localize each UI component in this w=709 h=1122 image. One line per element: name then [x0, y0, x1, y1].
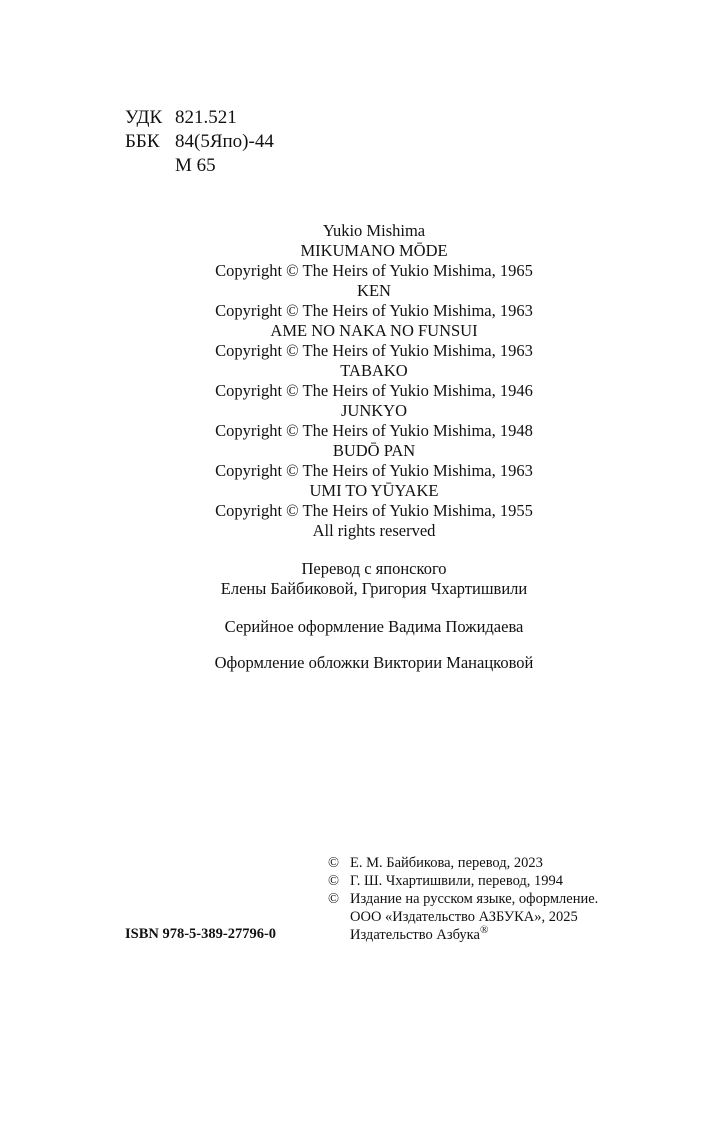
work-title: AME NO NAKA NO FUNSUI [270, 321, 478, 340]
rights-row [328, 872, 598, 890]
work-title: BUDŌ PAN [332, 441, 416, 460]
work-copyright: Copyright © The Heirs of Yukio Mishima, 1963 [215, 461, 533, 480]
work-copyright: Copyright © The Heirs of Yukio Mishima, 1963 [215, 301, 533, 320]
bbk-label: ББК [125, 131, 160, 152]
rights-line: Г. Ш. Чхартишвили, перевод, 1994 [350, 873, 564, 889]
work-copyright: Copyright © The Heirs of Yukio Mishima, 1965 [215, 261, 533, 280]
publisher-line: ООО «Издательство АЗБУКА», 2025 [350, 909, 578, 925]
rights-row [328, 926, 598, 944]
cover-design-credit: Оформление обложки Виктории Манацковой [214, 653, 534, 672]
rights-row [328, 890, 598, 908]
work-title: JUNKYO [341, 401, 407, 420]
all-rights-reserved: All rights reserved [312, 521, 436, 540]
work-copyright: Copyright © The Heirs of Yukio Mishima, 1946 [215, 381, 533, 400]
rights-line: Е. М. Байбикова, перевод, 2023 [350, 855, 543, 871]
work-copyright: Copyright © The Heirs of Yukio Mishima, 1955 [215, 501, 533, 520]
translation-credit: Перевод с японского [301, 559, 447, 578]
work-title: UMI TO YŪYAKE [309, 481, 439, 500]
catalog-codes [125, 106, 274, 178]
isbn: ISBN 978-5-389-27796-0 [125, 926, 277, 942]
bbk-row [125, 130, 274, 154]
author-mark: М 65 [175, 155, 216, 176]
original-author: Yukio Mishima [322, 221, 426, 240]
author-mark-row [125, 154, 274, 178]
work-copyright: Copyright © The Heirs of Yukio Mishima, 1963 [215, 341, 533, 360]
rights-row [328, 854, 598, 872]
work-title: TABAKO [340, 361, 408, 380]
registered-mark: ® [479, 924, 489, 937]
copyright-mark: © [328, 855, 340, 871]
work-copyright: Copyright © The Heirs of Yukio Mishima, 1948 [215, 421, 533, 440]
rights-block [328, 854, 598, 944]
copyright-mark: © [328, 891, 340, 907]
translators: Елены Байбиковой, Григория Чхартишвили [220, 579, 528, 598]
bbk-value: 84(5Япо)-44 [175, 131, 274, 152]
imprint-line [350, 926, 488, 944]
rights-row [328, 908, 598, 926]
udk-row [125, 106, 274, 130]
imprint-name: Издательство Азбука [350, 927, 480, 943]
series-design-credit: Серийное оформление Вадима Пожидаева [224, 617, 524, 636]
rights-line: Издание на русском языке, оформление. [350, 891, 599, 907]
work-title: MIKUMANO MŌDE [300, 241, 448, 260]
udk-value: 821.521 [175, 107, 237, 128]
work-title: KEN [357, 281, 391, 300]
udk-label: УДК [125, 107, 163, 128]
copyright-mark: © [328, 873, 340, 889]
credits-block [154, 221, 594, 673]
